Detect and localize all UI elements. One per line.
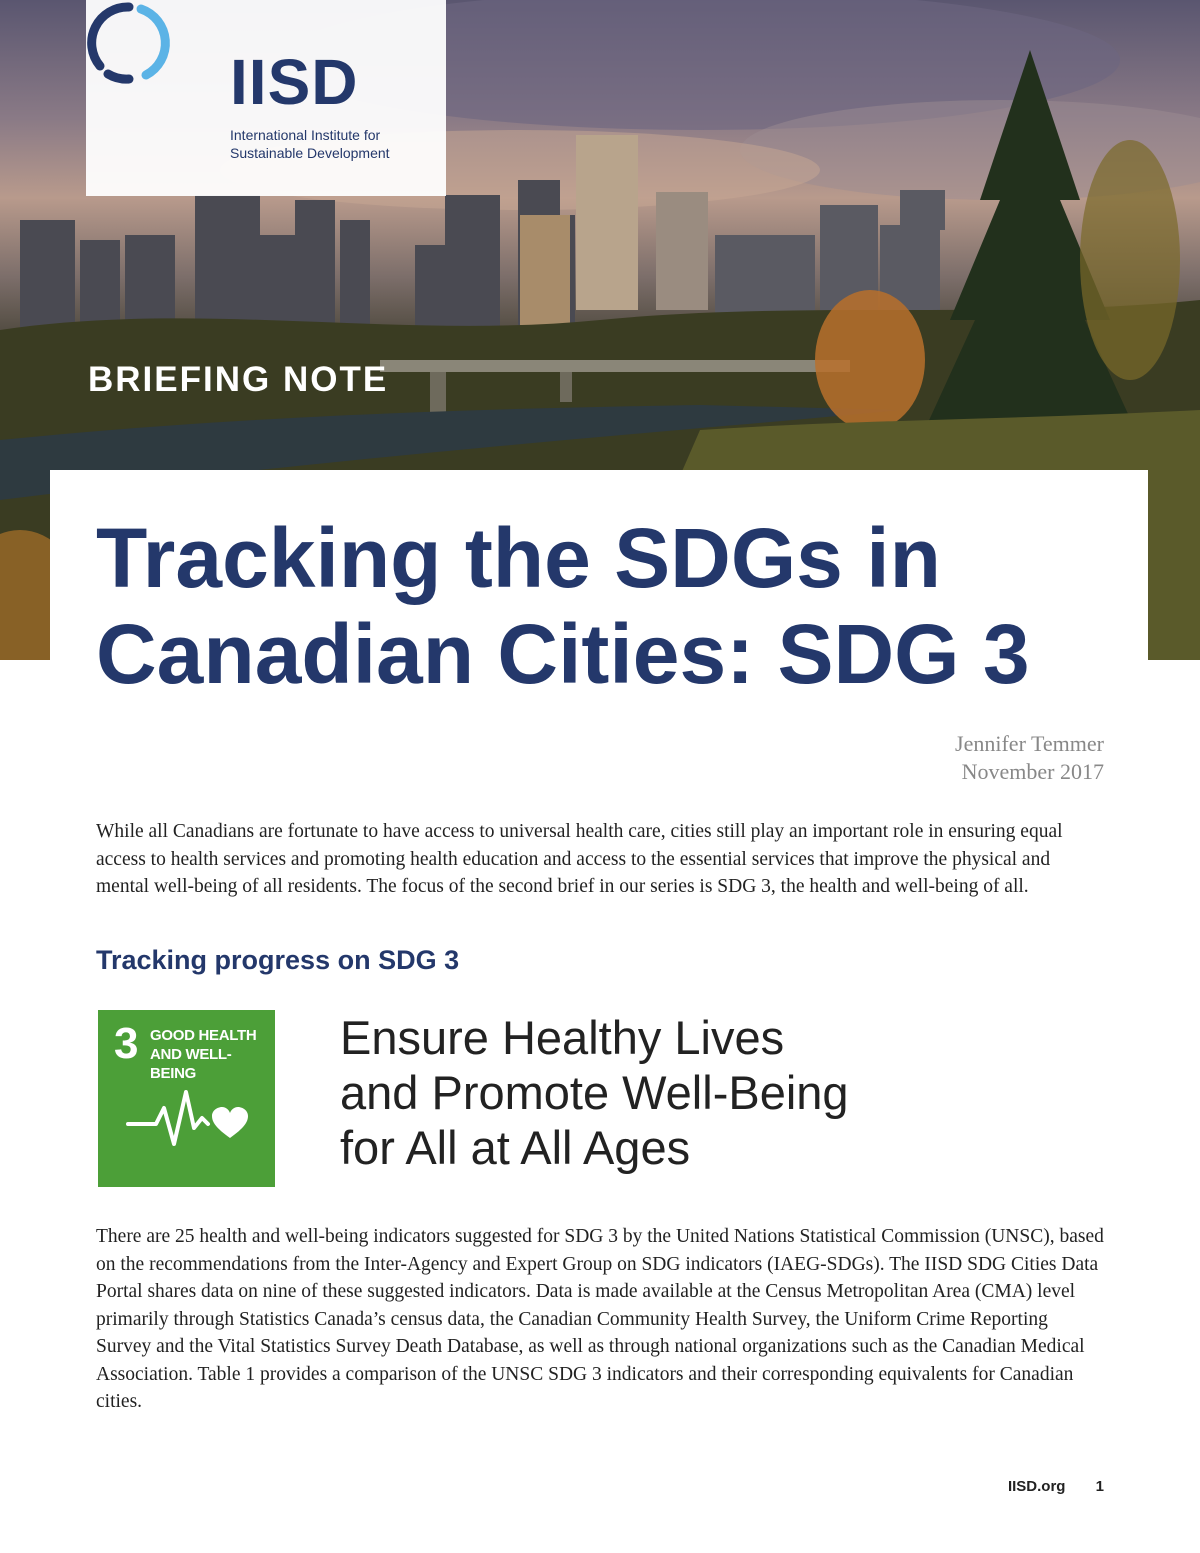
sdg-goal-statement: Ensure Healthy Lives and Promote Well-Being for All at All Ages — [340, 1011, 849, 1174]
footer-site-link[interactable]: IISD.org — [1007, 1478, 1066, 1495]
intro-paragraph: While all Canadians are fortunate to have access to universal health care, cities still play an important role in ensuring equal access to health services and promoting health education and access to the essential services that improve the physical and mental well-being of all residents. The focus of the second brief in our series is SDG 3, the health and well-being of all. — [96, 821, 1063, 897]
byline — [955, 730, 1104, 786]
sdg-number: 3 — [114, 1019, 139, 1068]
sdg-3-tile — [98, 1010, 275, 1187]
author: Jennifer Temmer — [955, 731, 1104, 756]
sdg-label: GOOD HEALTH AND WELL-BEING — [150, 1027, 257, 1082]
publication-date: November 2017 — [961, 759, 1104, 784]
section-heading: Tracking progress on SDG 3 — [96, 945, 460, 975]
page-number: 1 — [1095, 1478, 1104, 1495]
logo-subtitle: International Institute for Sustainable Development — [230, 127, 390, 161]
logo-wordmark: IISD — [230, 46, 359, 118]
heartbeat-heart-icon — [126, 1078, 250, 1168]
iisd-ring-icon — [86, 0, 172, 86]
body-paragraph: There are 25 health and well-being indicators suggested for SDG 3 by the United Nations Statistical Commission (UNSC), based on the recommendations from the Inter-Agency and Expert Group on SDG indicators (IAEG-SDGs). The IISD SDG Cities Data Portal shares data on nine of these suggested indicators. Data is made available at the Census Metropolitan Area (CMA) level primarily through Statistics Canada’s census data, the Canadian Community Health Survey, the Uniform Crime Reporting Survey and the Vital Statistics Survey Death Database, as well as through national organizations such as the Canadian Medical Association. Table 1 provides a comparison of the UNSC SDG 3 indicators and their corresponding equivalents for Canadian cities. — [96, 1226, 1104, 1412]
page-title: Tracking the SDGs in Canadian Cities: SDG 3 — [96, 511, 1030, 701]
document-type: BRIEFING NOTE — [88, 360, 389, 399]
page-footer — [1008, 1478, 1104, 1495]
iisd-logo — [86, 0, 446, 196]
